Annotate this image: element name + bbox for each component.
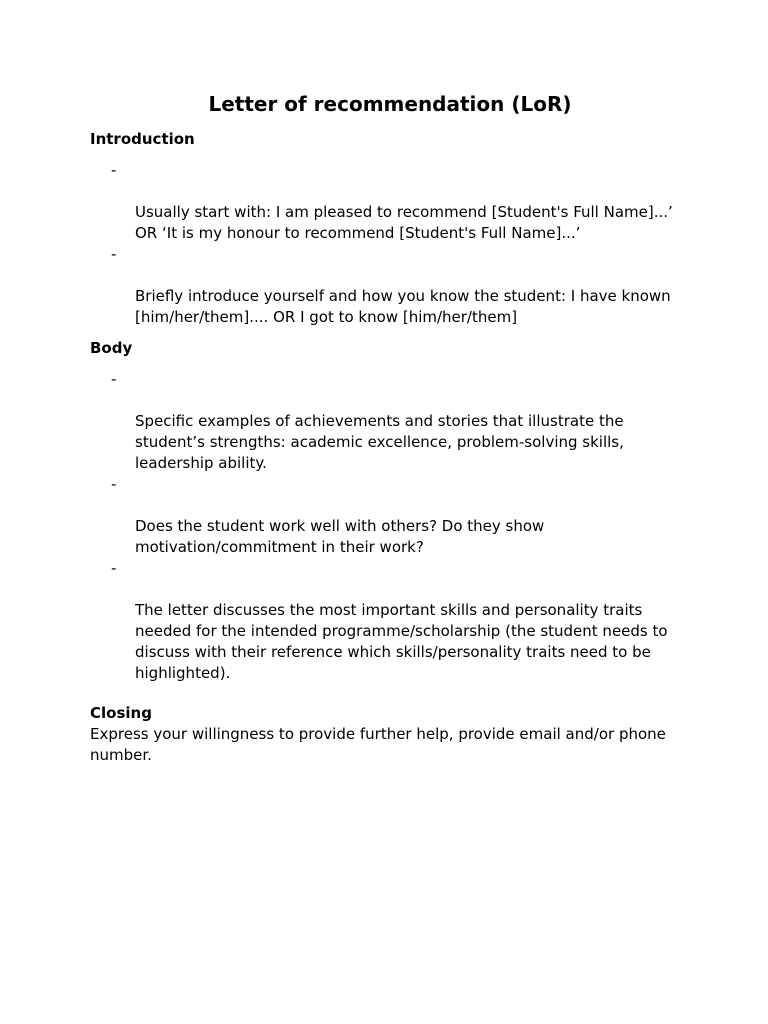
bullet-dash: - [111,559,117,577]
list-item [90,474,690,558]
bullet-dash: - [111,161,117,179]
bullet-dash: - [111,245,117,263]
document-title: Letter of recommendation (LoR) [208,92,572,116]
list-item [90,558,690,684]
list-item [90,160,690,244]
section-heading-introduction: Introduction [90,130,195,148]
list-item-text: Specific examples of achievements and stories that illustrate the student’s strengths: academic excellence, problem-solving skills, leadership ability. [135,412,624,472]
list-item-text: Briefly introduce yourself and how you know the student: I have known [him/her/them].... OR I got to know [him/her/them] [135,287,671,326]
introduction-list [90,160,690,328]
list-item-text: The letter discusses the most important skills and personality traits needed for the intended programme/scholarship (the student needs to discuss with their reference which skills/personality traits need to be highlighted). [135,601,668,682]
section-heading-closing: Closing [90,704,152,722]
list-item [90,244,690,328]
list-item [90,369,690,474]
bullet-dash: - [111,370,117,388]
closing-text: Express your willingness to provide further help, provide email and/or phone number. [90,725,666,764]
bullet-dash: - [111,475,117,493]
document-page [90,90,690,766]
list-item-text: Does the student work well with others? Do they show motivation/commitment in their work? [135,517,545,556]
section-heading-body: Body [90,339,133,357]
list-item-text: Usually start with: I am pleased to recommend [Student's Full Name]...’ OR ‘It is my honour to recommend [Student's Full Name]...’ [135,203,673,242]
body-list [90,369,690,684]
